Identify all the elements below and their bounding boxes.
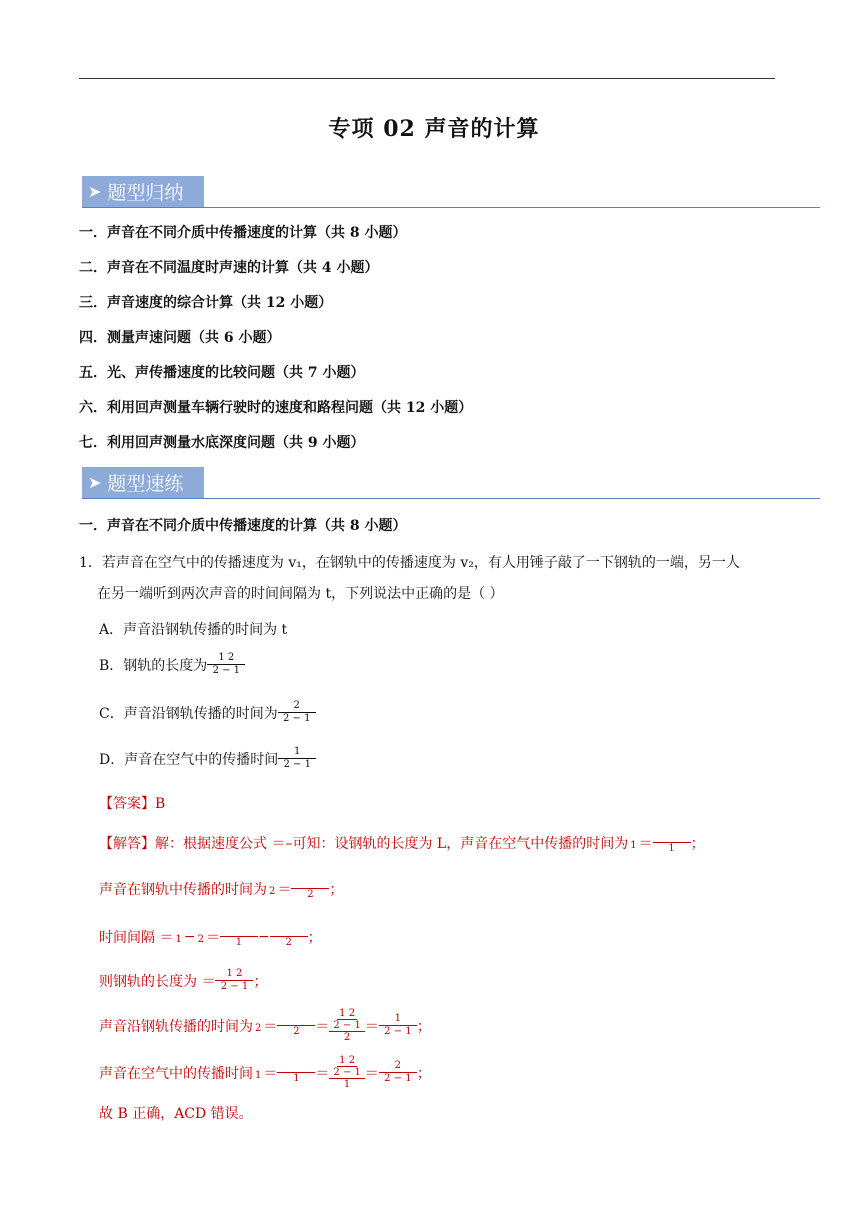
explanation-line: 声音在空气中的传播时间 1 ＝ 1 ＝ 1 2 2 − 1 1 ＝ $\frac{2}{2 - 1}$ ；: [99, 1055, 431, 1090]
explanation-line: 声音在钢轨中传播的时间为 2 ＝ 2 ；: [99, 876, 343, 901]
section-banner-summary: [82, 176, 204, 207]
category-item: 五．光、声传播速度的比较问题（共 7 小题）: [79, 365, 365, 381]
conclusion-line: 故 B 正确，ACD 错误。: [99, 1106, 253, 1122]
arrow-right-icon: ➤: [88, 473, 102, 492]
option-c: C．声音沿钢轨传播的时间为 $\frac{2}{2 - 1}$: [99, 700, 316, 725]
category-item: 一．声音在不同介质中传播速度的计算（共 8 小题）: [79, 225, 407, 241]
category-item: 四．测量声速问题（共 6 小题）: [79, 330, 281, 346]
practice-heading: 一．声音在不同介质中传播速度的计算（共 8 小题）: [79, 518, 407, 534]
header-rule: [79, 78, 775, 79]
banner-rule: [82, 498, 820, 499]
question-line: 1．若声音在空气中的传播速度为 v₁，在钢轨中的传播速度为 v₂，有人用锤子敲了一下钢轨的一端，另一人: [79, 555, 740, 571]
explanation-line: 【解答】解：根据速度公式 ＝–可知：设钢轨的长度为 L，声音在空气中传播的时间为 1 ＝ 1 ；: [99, 830, 705, 855]
fraction: $\frac{1}{2 - 1}$: [278, 746, 316, 771]
category-item: 六．利用回声测量车辆行驶时的速度和路程问题（共 12 小题）: [79, 400, 473, 416]
page-title: 专项 02 声音的计算: [328, 116, 540, 142]
category-item: 二．声音在不同温度时声速的计算（共 4 小题）: [79, 260, 379, 276]
arrow-right-icon: ➤: [88, 182, 102, 201]
explanation-line: 时间间隔 ＝ 1 − 2 ＝ 1 − 2 ；: [99, 924, 322, 949]
banner-label: 题型速练: [107, 473, 184, 495]
banner-label: 题型归纳: [107, 182, 184, 204]
banner-rule: [82, 207, 820, 208]
explanation-line: 声音沿钢轨传播的时间为 2 ＝ 2 ＝ 1 2 2 − 1 2 ＝ $\frac{1}{2 - 1}$ ；: [99, 1008, 431, 1043]
category-item: 七．利用回声测量水底深度问题（共 9 小题）: [79, 435, 365, 451]
explanation-line: 则钢轨的长度为 ＝ $\frac{1 2}{2 - 1}$ ；: [99, 968, 268, 992]
option-b: B．钢轨的长度为 $\frac{1 2}{2 - 1}$: [99, 652, 245, 677]
category-list: [79, 224, 472, 469]
option-d: D．声音在空气中的传播时间 $\frac{1}{2 - 1}$: [99, 746, 316, 771]
section-banner-practice: [82, 467, 204, 498]
fraction: $\frac{1 2}{2 - 1}$: [207, 652, 245, 677]
fraction: $\frac{2}{2 - 1}$: [278, 700, 316, 725]
question-stem: [79, 548, 799, 610]
question-line: 在另一端听到两次声音的时间间隔为 t，下列说法中正确的是（ ）: [97, 586, 504, 602]
option-a: A．声音沿钢轨传播的时间为 t: [99, 622, 288, 638]
category-item: 三．声音速度的综合计算（共 12 小题）: [79, 295, 333, 311]
answer-label: 【答案】B: [99, 796, 166, 812]
